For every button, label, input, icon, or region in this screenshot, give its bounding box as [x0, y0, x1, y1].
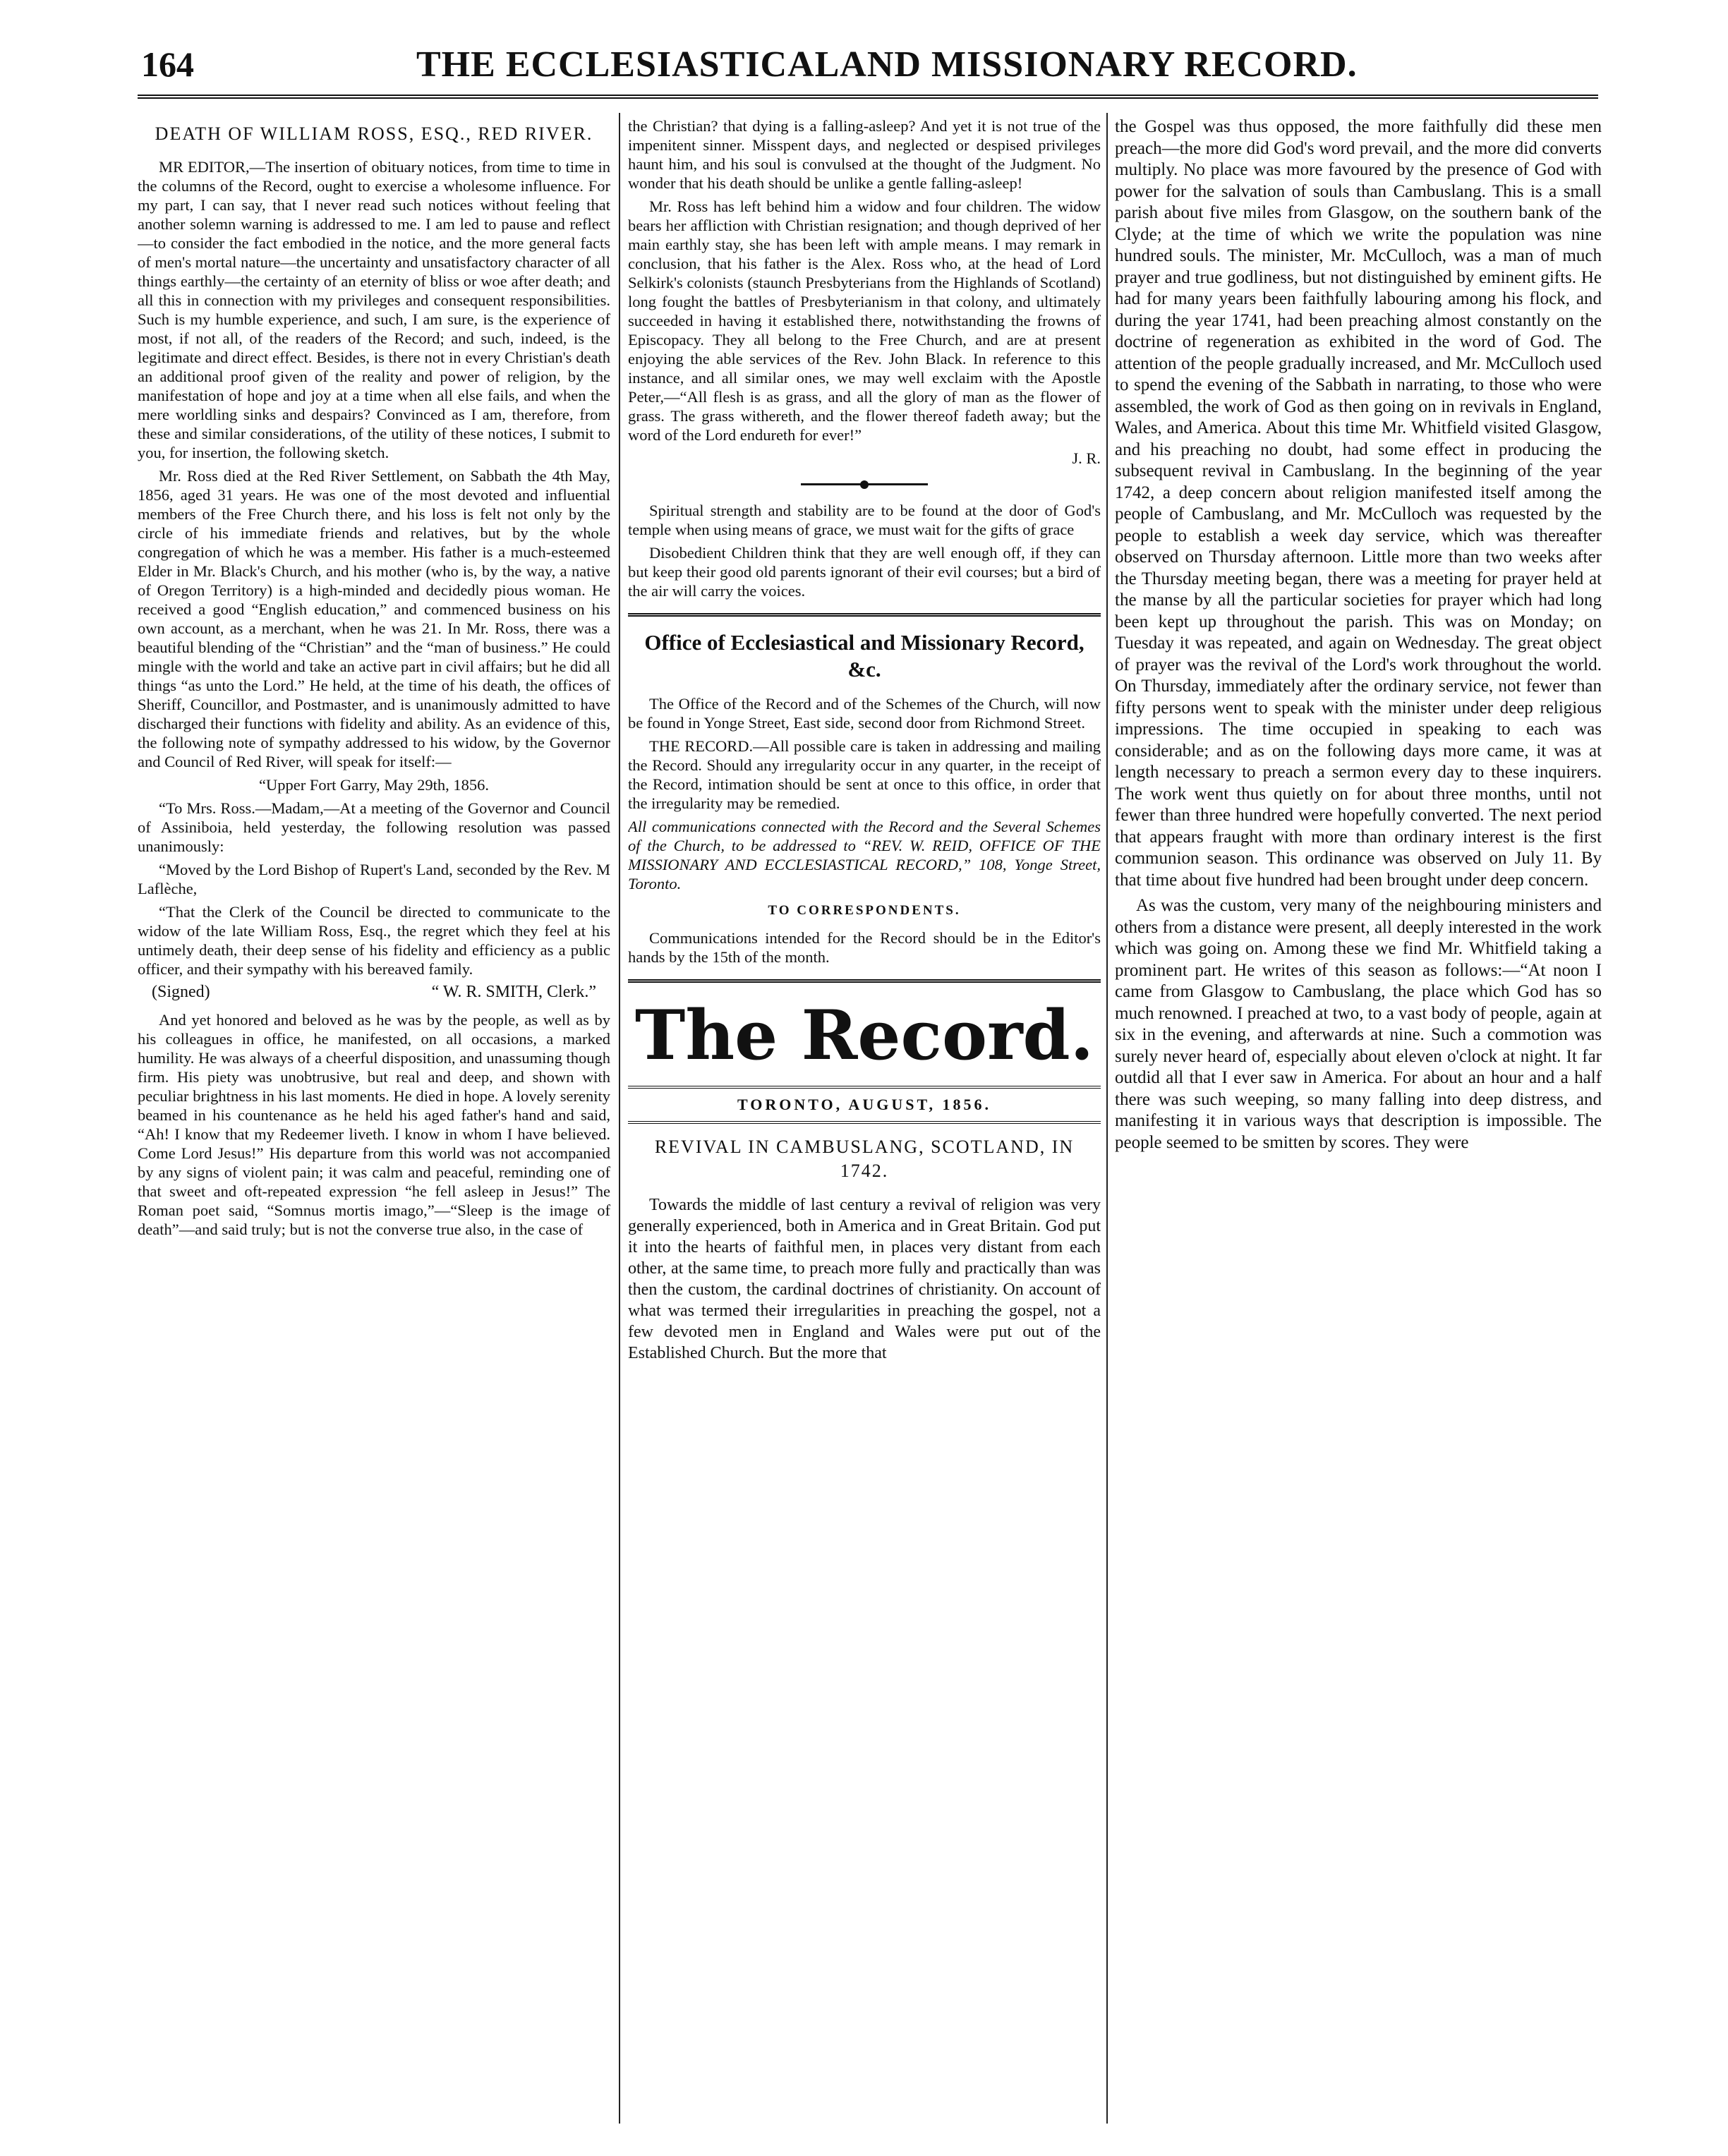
signed-name: “ W. R. SMITH, Clerk.” [431, 983, 596, 1001]
section-rule [628, 613, 1101, 617]
page-number: 164 [141, 44, 194, 84]
column-3 [1115, 116, 1602, 2120]
header-rule [138, 95, 1598, 99]
correspondents-body: Communications intended for the Record should be in the Editor's hands by the 15th of the month. [628, 929, 1101, 966]
column-2 [628, 116, 1101, 2120]
filler-paragraph: Disobedient Children think that they are well enough off, if they can but keep their good old parents ignorant of their evil courses; but a bird of the air will carry the voices. [628, 544, 1101, 600]
revival-title: REVIVAL IN CAMBUSLANG, SCOTLAND, IN 1742. [654, 1137, 1075, 1181]
obituary-title: DEATH OF WILLIAM ROSS, ESQ., RED RIVER. [155, 123, 593, 144]
obituary-paragraph: Mr. Ross died at the Red River Settlement, on Sabbath the 4th May, 1856, aged 31 years. He was one of the most devoted and influential members of the Free Church there, and his loss is felt not only by the circle of his immediate friends and relatives, but by the whole congregation of which he was a member. His father is a much-esteemed Elder in Mr. Black's Church, and his mother (who is, by the way, a native of Oregon Territory) is a high-minded and decidedly pious woman. He received a good “English education,” and commenced business on his own account, as a merchant, when he was 21. In Mr. Ross, there was a beautiful blending of the “Christian” and the “man of business.” He could mingle with the world and take an active part in civil affairs; but he did all things “as unto the Lord.” He held, at the time of his death, the offices of Sheriff, Councillor, and Postmaster, and is unanimously admitted to have discharged their functions with fidelity and ability. As an evidence of this, the following note of sympathy addressed to his widow, by the Governor and Council of Red River, will speak for itself:— [138, 467, 610, 770]
revival-paragraph: As was the custom, very many of the neighbouring ministers and others from a distance were present, all deeply interested in the work which was going on. Among these we find Mr. Whitfield taking a prominent part. He writes of this season as follows:—“At noon I came from Glasgow to Cambuslang, the place which God has so much renowned. I preached at two, to a vast body of people, again at six in the evening, and afterwards at nine. Such a commotion was surely never heard of, especially about eleven o'clock at night. It far outdid all that I ever saw in America. For about an hour and a half there was such weeping, so many falling into deep distress, and manifesting it in various ways that description is impossible. The people seemed to be smitten by scores. They were [1115, 896, 1602, 1152]
section-divider [801, 483, 928, 485]
dateline: TORONTO, AUGUST, 1856. [628, 1086, 1101, 1124]
page-header [141, 44, 1595, 93]
revival-paragraph: Towards the middle of last century a revival of religion was very generally experienced, both in America and in Great Britain. God put it into the hearts of faithful men, in places very distant from each other, at the same time, to preach more fully and practically than was then the custom, the cardinal doctrines of christianity. On account of what was termed their irregularities in preaching the gospel, not a few devoted men in England and Wales were put out of the Established Church. But the more that [628, 1196, 1101, 1362]
obituary-paragraph: “That the Clerk of the Council be directed to communicate to the widow of the late William Ross, Esq., the regret which they feel at his untimely death, their deep sense of his fidelity and efficiency as a public officer, and their sympathy with his bereaved family. [138, 903, 610, 978]
filler-paragraph: Spiritual strength and stability are to be found at the door of God's temple when using means of grace, we must wait for the gifts of grace [628, 502, 1101, 538]
communications-note: All communications connected with the Record and the Several Schemes of the Church, to be addressed to “REV. W. REID, OFFICE OF THE MISSIONARY AND ECCLESIASTICAL RECORD,” 108, Yonge Street, Toronto. [628, 818, 1101, 892]
revival-paragraph: the Gospel was thus opposed, the more faithfully did these men preach—the more did God's word prevail, and the more did converts multiply. No place was more favoured by the presence of God with power for the salvation of souls than Cambuslang. This is a small parish about five miles from Glasgow, on the southern bank of the Clyde; at the time of which we write the population was nine hundred souls. The minister, Mr. McCulloch, was a man of much prayer and true godliness, but not distinguished by eminent gifts. He had for many years been faithfully labouring among his flock, and during the year 1741, had been preaching almost constantly on the doctrine of regeneration as exhibited in the word of God. The attention of the people gradually increased, and Mr. McCulloch used to spend the evening of the Sabbath in narrating, to those who were assembled, the work of God as then going on in revivals in England, Wales, and America. About this time Mr. Whitfield visited Glasgow, and his preaching no doubt, had some effect in producing the subsequent revival in Cambuslang. In the beginning of the year 1742, a deep concern about religion manifested itself among the people of Cambuslang, and Mr. McCulloch was requested by the people to establish a week day service, which was thereafter observed on Thursday afternoon. Little more than two weeks after the Thursday meeting began, there was a meeting for prayer held at the manse by all the particular societies for prayer which had long been kept up throughout the parish. This was on Monday; on Tuesday it was repeated, and again on Wednesday. The great object of prayer was the revival of the Lord's work throughout the world. On Thursday, immediately after the ordinary service, not fewer than fifty persons went to speak with the minister under deep religious impressions. The time occupied in speaking to each was considerable; and as on the following days more came, it was at length necessary to preach a sermon every day to these inquirers. The work went thus quietly on for about three months, until not fewer than three hundred were hopefully converted. The next period that appears fraught with more than ordinary interest is the first communion season. This ordinance was observed on July 11. By that time about five hundred had been brought under deep concern. [1115, 117, 1602, 890]
signature-line [138, 983, 610, 1002]
column-rule-2 [1106, 113, 1108, 2124]
obituary-initials: J. R. [1072, 449, 1101, 467]
column-rule-1 [619, 113, 620, 2124]
obituary-paragraph: “To Mrs. Ross.—Madam,—At a meeting of the Governor and Council of Assiniboia, held yesterday, the following resolution was passed unanimously: [138, 799, 610, 855]
office-body: The Office of the Record and of the Schemes of the Church, will now be found in Yonge Street, East side, second door from Richmond Street. [628, 695, 1101, 732]
section-rule [628, 979, 1101, 983]
signed-label: (Signed) [152, 983, 210, 1001]
running-title: THE ECCLESIASTICALAND MISSIONARY RECORD. [416, 44, 1358, 85]
obituary-paragraph: MR EDITOR,—The insertion of obituary notices, from time to time in the columns of the Record, ought to exercise a wholesome influence. For my part, I can say, that I never read such notices without feeling that another solemn warning is addressed to me. I am led to pause and reflect—to consider the fact embodied in the notice, and the more general facts of men's mortal nature—the uncertainty and unsatisfactory character of all things earthly—the certainty of an eternity of bliss or woe after death; and all this in connection with my privileges and consequent responsibilities. Such is my humble experience, and such, I am sure, is the experience of most, if not all, of the readers of the Record; and such, indeed, is the legitimate and direct effect. Besides, is there not in every Christian's death an additional proof given of the reality and power of religion, by the manifestation of hope and joy at a time when all else fails, and when the mere worldling sinks and despairs? Convinced as I am, therefore, from these and similar considerations, of the utility of these notices, I submit to you, for insertion, the following sketch. [138, 158, 610, 461]
obituary-paragraph: “Moved by the Lord Bishop of Rupert's Land, seconded by the Rev. M Laflèche, [138, 861, 610, 897]
record-notice: THE RECORD.—All possible care is taken in addressing and mailing the Record. Should any irregularity occur in any quarter, in the receipt of the Record, intimation should be sent at once to this office, in order that the irregularity may be remedied. [628, 737, 1101, 812]
resolution-dateline: “Upper Fort Garry, May 29th, 1856. [259, 776, 489, 794]
obituary-paragraph: Mr. Ross has left behind him a widow and four children. The widow bears her affliction with Christian resignation; and though deprived of her main earthly stay, she has been left with ample means. I may remark in conclusion, that his father is the Alex. Ross who, at the head of Lord Selkirk's colonists (staunch Presbyterians from the Highlands of Scotland) long fought the battles of Presbyterianism in that colony, and ultimately succeeded in having it established there, notwithstanding the frowns of Episcopacy. They all belong to the Free Church, and are at present enjoying the able services of the Rev. John Black. In reference to this instance, and all similar ones, we may well exclaim with the Apostle Peter,—“All flesh is as grass, and all the glory of man as the flower of grass. The grass withereth, and the flower thereof fadeth away; but the word of the Lord endureth for ever!” [628, 198, 1101, 444]
office-heading: Office of Ecclesiastical and Missionary Record, &c. [644, 630, 1084, 682]
column-1 [138, 116, 610, 2120]
obituary-paragraph: the Christian? that dying is a falling-asleep? And yet it is not true of the impenitent sinner. Misspent days, and neglected or despised privileges haunt him, and his soul is convulsed at the thought of the Judgment. No wonder that his death should be unlike a gentle falling-asleep! [628, 117, 1101, 192]
record-masthead: The Record. [634, 995, 1094, 1075]
obituary-paragraph: And yet honored and beloved as he was by the people, as well as by his colleagues in office, he manifested, on all occasions, a marked humility. He was always of a cheerful disposition, and unassuming though firm. His piety was unobtrusive, but real and deep, and shown with peculiar brightness in his last moments. He died in hope. A lovely serenity beamed in his countenance as he held his aged father's hand and said, “Ah! I know that my Redeemer liveth. I know in whom I have believed. Come Lord Jesus!” His departure from this world was not accompanied by any signs of violent pain; it was calm and peaceful, reminding one of that sweet and oft-repeated expression “he fell asleep in Jesus!” The Roman poet said, “Somnus mortis imago,”—“Sleep is the image of death”—and said truly; but is not the converse true also, in the case of [138, 1011, 610, 1238]
correspondents-heading: TO CORRESPONDENTS. [768, 903, 961, 918]
